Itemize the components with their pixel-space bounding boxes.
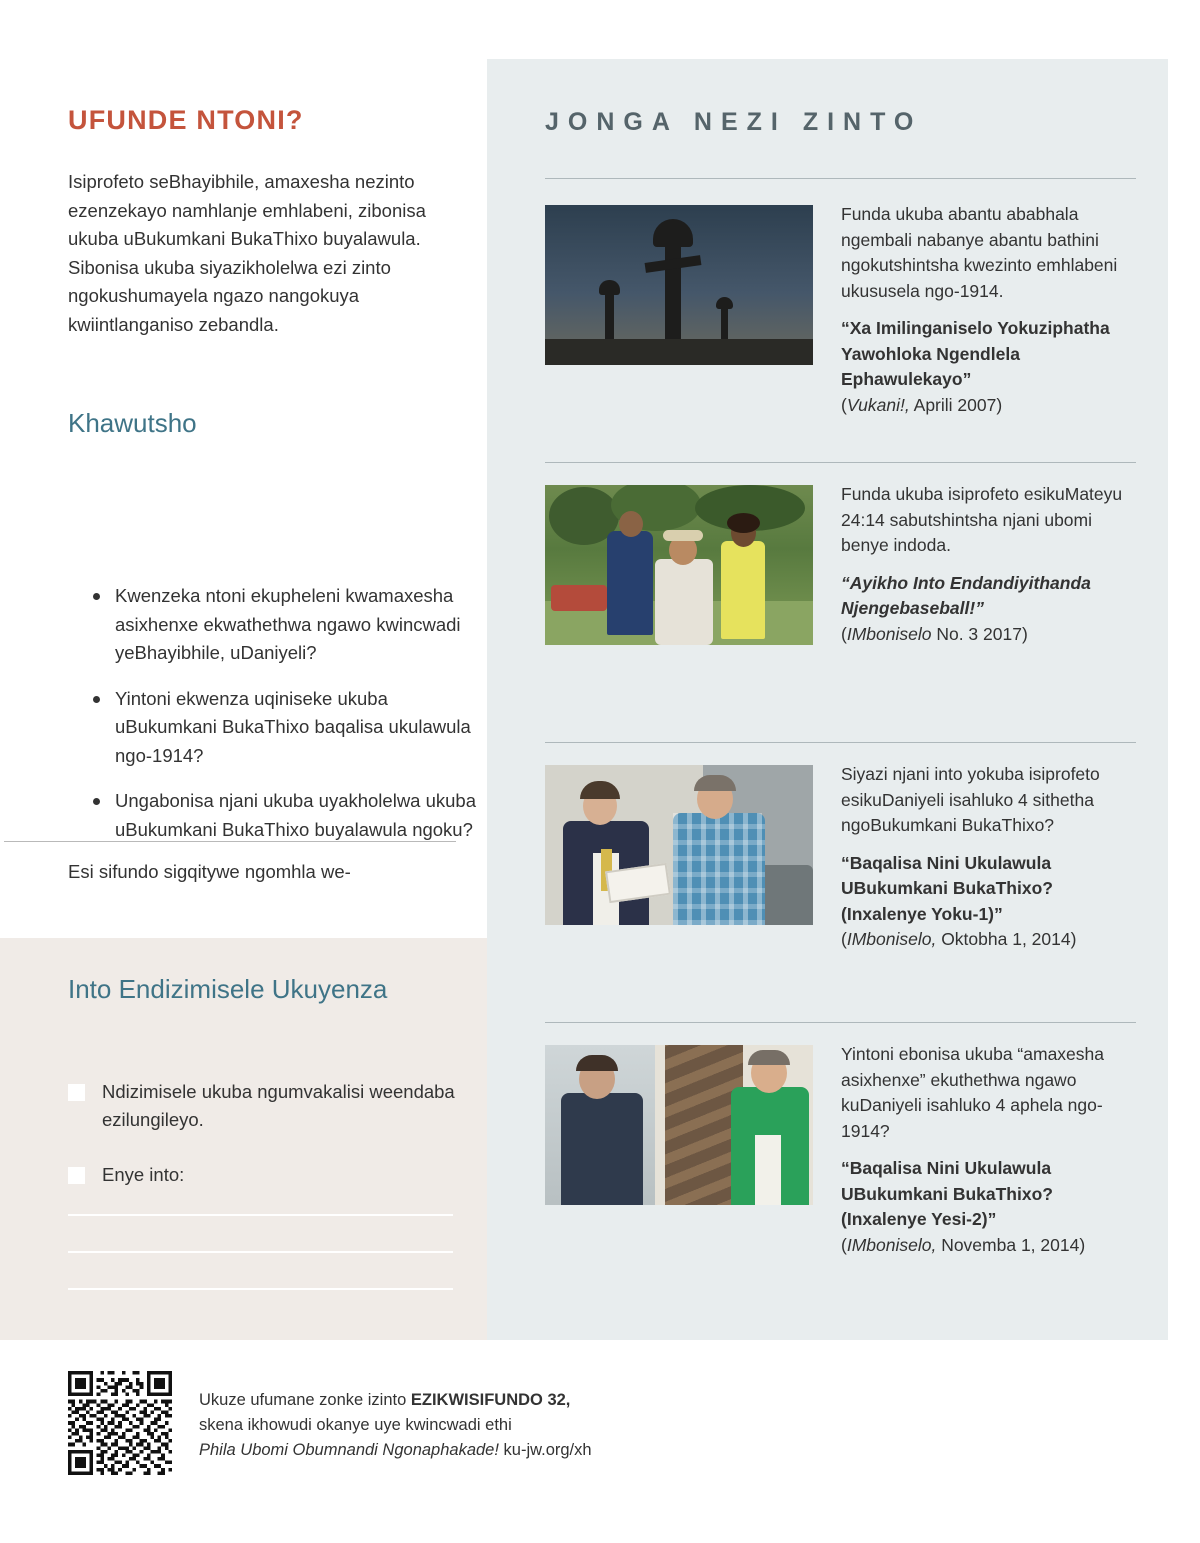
footer-publication-title: Phila Ubomi Obumnandi Ngonaphakade! <box>199 1441 499 1459</box>
resolve-box <box>0 938 487 1340</box>
explore-entry-text <box>841 482 1136 647</box>
entry-source: (IMboniselo, Oktobha 1, 2014) <box>841 929 1077 949</box>
explore-heading: JONGA NEZI ZINTO <box>545 108 923 136</box>
left-column <box>0 0 487 1543</box>
resolve-checkbox-row-1[interactable] <box>68 1078 458 1134</box>
divider <box>545 462 1136 463</box>
resolve-item-label: Ndizimisele ukuba ngumvakalisi weendaba ezilungileyo. <box>102 1081 455 1130</box>
entry-article-title: “Ayikho Into Endandiyithanda Njengebaseball!” <box>841 572 1091 618</box>
entry-source: (IMboniselo, Novemba 1, 2014) <box>841 1234 1086 1255</box>
write-in-line[interactable] <box>68 1214 453 1216</box>
doorstep-conversation-photo <box>545 1045 813 1205</box>
completion-date-label: Esi sifundo sigqitywe ngomhla we- <box>68 861 351 882</box>
statues-at-dusk-photo <box>545 205 813 365</box>
write-in-line[interactable] <box>68 1251 453 1253</box>
explore-entry-text <box>841 762 1136 953</box>
entry-article-title: “Xa Imilinganiselo Yokuziphatha Yawohloka Ngendlela Ephawulekayo” <box>841 318 1110 389</box>
write-in-line[interactable] <box>68 1288 453 1290</box>
entry-article-title: “Baqalisa Nini Ukulawula UBukumkani BukaThixo? (Inxalenye Yesi-2)” <box>841 1158 1053 1229</box>
explore-entry-text <box>841 202 1136 418</box>
intro-paragraph: Isiprofeto seBhayibhile, amaxesha nezinto ezenzekayo namhlanje emhlabeni, zibonisa ukuba uBukumkani BukaThixo buyalawula. Sibonisa ukuba siyazikholelwa ezi zinto ngokushumayela ngazo nangokuya kwiintlanganiso zebandla. <box>68 171 426 335</box>
entry-body: Siyazi njani into yokuba isiprofeto esikuDaniyeli isahluko 4 sithetha ngoBukumkani BukaThixo? <box>841 764 1100 835</box>
page-title: UFUNDE NTONI? <box>68 105 304 135</box>
resolve-item-label: Enye into: <box>102 1164 185 1185</box>
resolve-title: Into Endizimisele Ukuyenza <box>68 974 388 1004</box>
checkbox-icon[interactable] <box>68 1084 85 1101</box>
list-item: Ungabonisa njani ukuba uyakholelwa ukuba uBukumkani BukaThixo buyalawula ngoku? <box>115 787 490 844</box>
qr-code-icon[interactable] <box>68 1371 172 1475</box>
entry-source: (IMboniselo No. 3 2017) <box>841 623 1028 644</box>
resolve-checkbox-row-2[interactable] <box>68 1161 458 1189</box>
divider <box>545 178 1136 179</box>
entry-article-title: “Baqalisa Nini Ukulawula UBukumkani BukaThixo? (Inxalenye Yoku-1)” <box>841 852 1053 924</box>
section-heading-khawutsho: Khawutsho <box>68 408 197 438</box>
entry-body: Funda ukuba abantu ababhala ngembali nabanye abantu bathini ngokutshintsha kwezinto emhlabeni ukususela ngo-1914. <box>841 204 1118 301</box>
list-item: Yintoni ekwenza uqiniseke ukuba uBukumkani BukaThixo baqalisa ukulawula ngo-1914? <box>115 685 490 771</box>
family-in-park-photo <box>545 485 813 645</box>
list-item: Kwenzeka ntoni ekupheleni kwamaxesha asixhenxe ekwathethwa ngawo kwincwadi yeBhayibhile, uDaniyeli? <box>115 582 490 668</box>
entry-body: Yintoni ebonisa ukuba “amaxesha asixhenxe” ekuthethwa ngawo kuDaniyeli isahluko 4 aphela ngo-1914? <box>841 1044 1104 1141</box>
footer-line2: skena ikhowudi okanye uye kwincwadi ethi <box>199 1416 512 1434</box>
divider <box>4 841 456 842</box>
divider <box>545 1022 1136 1023</box>
checkbox-icon[interactable] <box>68 1167 85 1184</box>
entry-body: Funda ukuba isiprofeto esikuMateyu 24:14 sabutshintsha njani ubomi benye indoda. <box>841 484 1123 555</box>
question-list <box>88 582 490 861</box>
footer-website[interactable]: ku-jw.org/xh <box>498 1441 592 1459</box>
footer-note <box>199 1388 839 1463</box>
man-preaching-with-bible-photo <box>545 765 813 925</box>
divider <box>545 742 1136 743</box>
explore-entry-text <box>841 1042 1136 1258</box>
footer-line1-pre: Ukuze ufumane zonke izinto <box>199 1391 411 1409</box>
entry-source: (Vukani!, Aprili 2007) <box>841 394 1003 415</box>
footer-lesson-ref: EZIKWISIFUNDO 32, <box>410 1391 571 1409</box>
